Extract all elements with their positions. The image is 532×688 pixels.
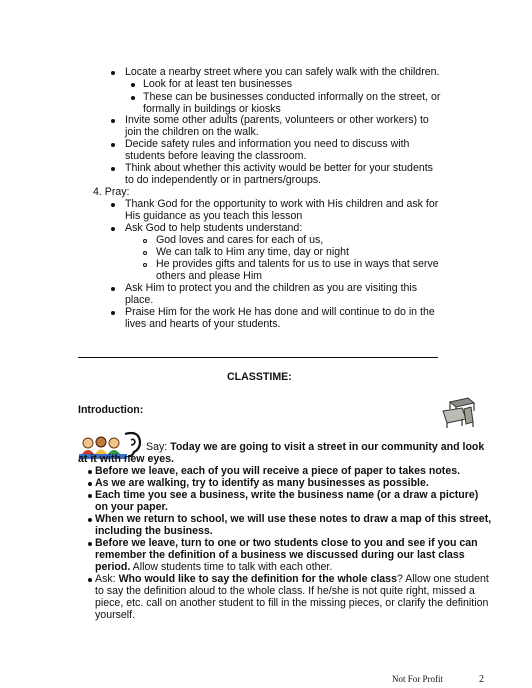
circle-bullet <box>143 239 147 243</box>
ask-label: Ask: <box>95 573 116 585</box>
pray-praise-line1: Praise Him for the work He has done and will continue to do in the <box>125 306 435 318</box>
prep-safety-line2: students before leaving the classroom. <box>125 150 307 162</box>
prep-think-line2: to do independently or in partners/groups. <box>125 174 322 186</box>
pray-protect-line1: Ask Him to protect you and the children as you are visiting this <box>125 282 418 294</box>
circle-bullet <box>143 251 147 255</box>
classtime-heading: CLASSTIME: <box>227 371 292 383</box>
say-text-line2: at it with new eyes. <box>78 453 174 465</box>
bullet-dot <box>131 96 135 100</box>
bullet-dot <box>111 227 115 231</box>
say-label: Say: <box>146 441 168 453</box>
pray-heading: 4. Pray: <box>93 186 130 198</box>
bullet-dot <box>88 494 92 498</box>
prep-think-line1: Think about whether this activity would be better for your students <box>125 162 433 174</box>
introduction-heading: Introduction: <box>78 404 144 416</box>
bullet-dot <box>88 542 92 546</box>
class-bullet-3-line1: Each time you see a business, write the business name (or a draw a picture) <box>95 489 479 501</box>
bullet-dot <box>111 167 115 171</box>
class-bullet-3-line2: on your paper. <box>95 501 168 513</box>
pray-loves: God loves and cares for each of us, <box>156 234 324 246</box>
page-number: 2 <box>479 674 484 685</box>
circle-bullet <box>143 263 147 267</box>
class-bullet-5-line1: Before we leave, turn to one or two students close to you and see if you can <box>95 537 478 549</box>
class-bullet-6-line4: yourself. <box>95 609 136 621</box>
pray-gifts-line2: others and please Him <box>156 270 262 282</box>
class-bullet-5-line2: remember the definition of a business we discussed during our last class <box>95 549 465 561</box>
class-bullet-6-line2: to say the definition aloud to the whole class. If he/she is not quite right, missed a <box>95 585 475 597</box>
pray-ask: Ask God to help students understand: <box>125 222 303 234</box>
class-bullet-5-line3 <box>95 561 332 573</box>
bullet-dot <box>111 311 115 315</box>
bullet-dot <box>111 203 115 207</box>
prep-informal-line1: These can be businesses conducted informally on the street, or <box>143 91 441 103</box>
class-bullet-6-line3: piece, etc. call on another student to fill in the missing pieces, or clarify the definition <box>95 597 489 609</box>
prep-invite-line2: join the children on the walk. <box>125 126 259 138</box>
desk-chair-icon <box>440 395 480 429</box>
pray-thank-line2: His guidance as you teach this lesson <box>125 210 303 222</box>
pray-talk: We can talk to Him any time, day or night <box>156 246 349 258</box>
class-bullet-6-line1 <box>95 573 489 585</box>
prep-informal-line2: formally in buildings or kiosks <box>143 103 281 115</box>
prep-safety-line1: Decide safety rules and information you need to discuss with <box>125 138 410 150</box>
class-bullet-2: As we are walking, try to identify as many businesses as possible. <box>95 477 429 489</box>
allow-talk-text: Allow students time to talk with each other. <box>130 561 333 573</box>
pray-thank-line1: Thank God for the opportunity to work with His children and ask for <box>125 198 439 210</box>
class-bullet-1: Before we leave, each of you will receive a piece of paper to takes notes. <box>95 465 461 477</box>
class-bullet-4-line2: including the business. <box>95 525 213 537</box>
pray-praise-line2: lives and hearts of your students. <box>125 318 281 330</box>
period-word: period. <box>95 561 131 573</box>
prep-ten-businesses: Look for at least ten businesses <box>143 78 292 90</box>
bullet-dot <box>88 482 92 486</box>
pray-protect-line2: place. <box>125 294 154 306</box>
bullet-dot <box>111 71 115 75</box>
bullet-dot <box>131 83 135 87</box>
say-text-line1: Today we are going to visit a street in our community and look <box>170 441 485 453</box>
bullet-dot <box>111 143 115 147</box>
bullet-dot <box>111 119 115 123</box>
ask-question: Who would like to say the definition for the whole class <box>118 573 397 585</box>
bullet-dot <box>88 518 92 522</box>
ask-rest: ? Allow one student <box>396 573 489 585</box>
footer-text: Not For Profit <box>392 674 444 684</box>
class-bullet-4-line1: When we return to school, we will use these notes to draw a map of this street, <box>95 513 492 525</box>
prep-invite-line1: Invite some other adults (parents, volunteers or other workers) to <box>125 114 429 126</box>
section-divider <box>78 357 438 358</box>
bullet-dot <box>111 287 115 291</box>
bullet-dot <box>88 578 92 582</box>
pray-gifts-line1: He provides gifts and talents for us to use in ways that serve <box>156 258 439 270</box>
prep-street: Locate a nearby street where you can safely walk with the children. <box>125 66 440 78</box>
bullet-dot <box>88 470 92 474</box>
say-line1 <box>146 441 484 453</box>
